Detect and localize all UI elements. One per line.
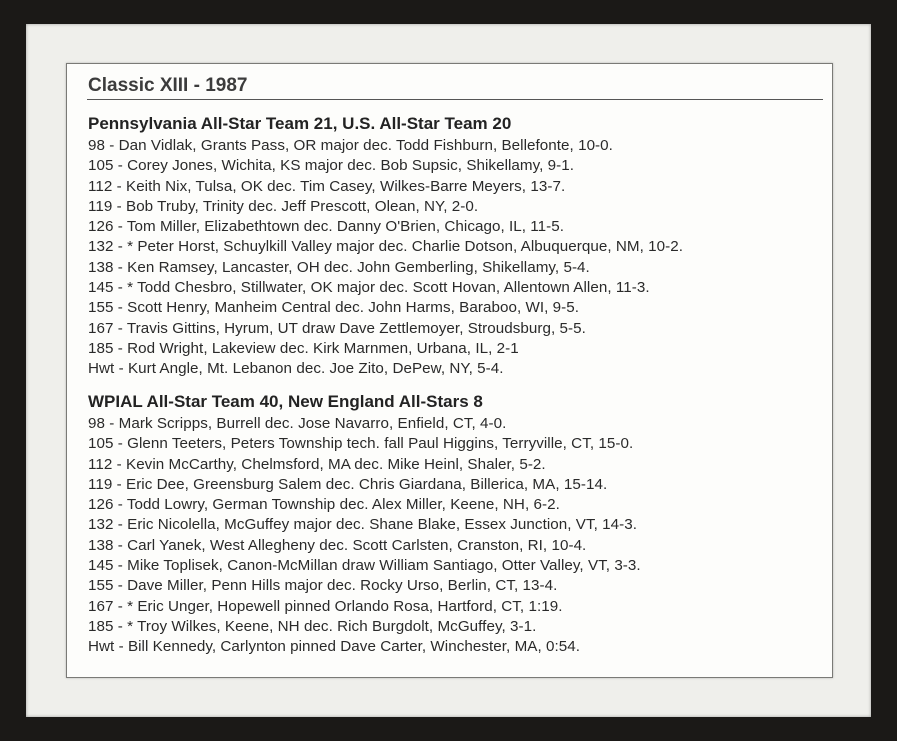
bout-result: 155 - Scott Henry, Manheim Central dec. John Harms, Baraboo, WI, 9-5. bbox=[88, 299, 580, 317]
bout-result: 138 - Carl Yanek, West Allegheny dec. Scott Carlsten, Cranston, RI, 10-4. bbox=[88, 536, 587, 554]
bout-result: 105 - Glenn Teeters, Peters Township tech. fall Paul Higgins, Terryville, CT, 15-0. bbox=[88, 435, 634, 453]
section-heading-wpial: WPIAL All-Star Team 40, New England All-Stars 8 bbox=[88, 392, 483, 411]
bout-result: 132 - * Peter Horst, Schuylkill Valley major dec. Charlie Dotson, Albuquerque, NM, 10-2. bbox=[88, 238, 684, 256]
bout-result: 119 - Bob Truby, Trinity dec. Jeff Prescott, Olean, NY, 2-0. bbox=[88, 197, 479, 215]
bout-result: 112 - Kevin McCarthy, Chelmsford, MA dec. Mike Heinl, Shaler, 5-2. bbox=[88, 455, 546, 473]
bout-result: 167 - * Eric Unger, Hopewell pinned Orlando Rosa, Hartford, CT, 1:19. bbox=[88, 597, 563, 615]
bout-result: 185 - * Troy Wilkes, Keene, NH dec. Rich Burgdolt, McGuffey, 3-1. bbox=[88, 617, 537, 635]
bout-result: 138 - Ken Ramsey, Lancaster, OH dec. John Gemberling, Shikellamy, 5-4. bbox=[88, 258, 590, 276]
bout-result: 167 - Travis Gittins, Hyrum, UT draw Dave Zettlemoyer, Stroudsburg, 5-5. bbox=[88, 319, 586, 337]
bout-result: 119 - Eric Dee, Greensburg Salem dec. Chris Giardana, Billerica, MA, 15-14. bbox=[88, 475, 608, 493]
section-heading-pennsylvania: Pennsylvania All-Star Team 21, U.S. All-Star Team 20 bbox=[88, 114, 512, 133]
bout-result: 145 - Mike Toplisek, Canon-McMillan draw William Santiago, Otter Valley, VT, 3-3. bbox=[88, 557, 641, 575]
bout-result: 98 - Mark Scripps, Burrell dec. Jose Navarro, Enfield, CT, 4-0. bbox=[88, 415, 507, 432]
bout-result: 126 - Tom Miller, Elizabethtown dec. Danny O'Brien, Chicago, IL, 11-5. bbox=[88, 218, 565, 236]
bout-result: 105 - Corey Jones, Wichita, KS major dec. Bob Supsic, Shikellamy, 9-1. bbox=[88, 157, 575, 175]
bout-result: 98 - Dan Vidlak, Grants Pass, OR major dec. Todd Fishburn, Bellefonte, 10-0. bbox=[88, 137, 613, 154]
bout-result: 145 - * Todd Chesbro, Stillwater, OK major dec. Scott Hovan, Allentown Allen, 11-3. bbox=[88, 279, 650, 297]
bout-result: 126 - Todd Lowry, German Township dec. Alex Miller, Keene, NH, 6-2. bbox=[88, 496, 560, 514]
bout-result: 155 - Dave Miller, Penn Hills major dec. Rocky Urso, Berlin, CT, 13-4. bbox=[88, 577, 558, 595]
bout-result: Hwt - Kurt Angle, Mt. Lebanon dec. Joe Zito, DePew, NY, 5-4. bbox=[88, 360, 504, 378]
bout-result: Hwt - Bill Kennedy, Carlynton pinned Dave Carter, Winchester, MA, 0:54. bbox=[88, 638, 581, 656]
title-divider bbox=[87, 99, 823, 100]
bout-result: 185 - Rod Wright, Lakeview dec. Kirk Marnmen, Urbana, IL, 2-1 bbox=[88, 339, 519, 357]
bout-result: 132 - Eric Nicolella, McGuffey major dec. Shane Blake, Essex Junction, VT, 14-3. bbox=[88, 516, 638, 534]
bout-list-wpial bbox=[88, 414, 641, 658]
bout-result: 112 - Keith Nix, Tulsa, OK dec. Tim Casey, Wilkes-Barre Meyers, 13-7. bbox=[88, 177, 566, 195]
bout-list-pennsylvania bbox=[88, 136, 683, 380]
results-document bbox=[66, 63, 833, 678]
document-title: Classic XIII - 1987 bbox=[88, 75, 248, 96]
